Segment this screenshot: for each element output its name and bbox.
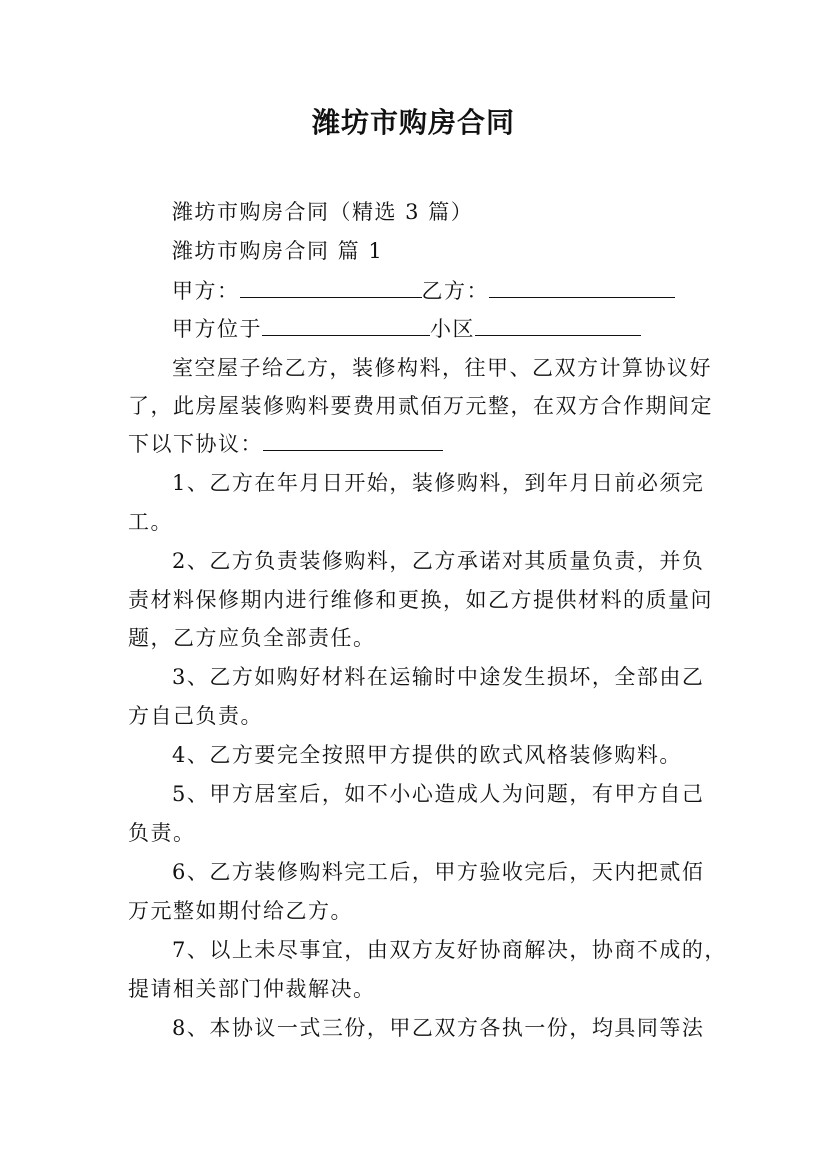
location-prefix: 甲方位于 bbox=[172, 317, 262, 341]
document-subtitle: 潍坊市购房合同（精选 3 篇） bbox=[172, 200, 474, 224]
intro-line-3 bbox=[128, 429, 443, 459]
clause-4-line-1: 4、乙方要完全按照甲方提供的欧式风格装修购料。 bbox=[172, 743, 682, 767]
clause-3-line-2: 方自己负责。 bbox=[128, 704, 263, 728]
party-b-blank bbox=[489, 277, 675, 298]
location-blank-2 bbox=[475, 315, 641, 336]
party-b-label: 乙方： bbox=[421, 279, 489, 303]
section-heading: 潍坊市购房合同 篇 1 bbox=[172, 239, 384, 263]
clause-7-line-2: 提请相关部门仲裁解决。 bbox=[128, 977, 376, 1001]
clause-1-line-1: 1、乙方在年月日开始，装修购料，到年月日前必须完 bbox=[172, 471, 705, 495]
clause-2-line-1: 2、乙方负责装修购料，乙方承诺对其质量负责，并负 bbox=[172, 549, 705, 573]
party-a-label: 甲方： bbox=[172, 279, 240, 303]
parties-line bbox=[172, 276, 675, 306]
document-title: 潍坊市购房合同 bbox=[311, 106, 515, 139]
clause-5-line-2: 负责。 bbox=[128, 821, 196, 845]
clause-7-line-1: 7、以上未尽事宜，由双方友好协商解决，协商不成的， bbox=[172, 938, 727, 962]
intro-line-2: 了，此房屋装修购料要费用贰佰万元整，在双方合作期间定 bbox=[128, 394, 713, 418]
location-mid: 小区 bbox=[430, 317, 475, 341]
intro-line-3-text: 下以下协议： bbox=[128, 432, 263, 456]
clause-3-line-1: 3、乙方如购好材料在运输时中途发生损坏，全部由乙 bbox=[172, 665, 705, 689]
clause-2-line-2: 责材料保修期内进行维修和更换，如乙方提供材料的质量问 bbox=[128, 588, 713, 612]
clause-5-line-1: 5、甲方居室后，如不小心造成人为问题，有甲方自己 bbox=[172, 782, 705, 806]
clause-8-line-1: 8、本协议一式三份，甲乙双方各执一份，均具同等法 bbox=[172, 1016, 705, 1040]
agreement-blank bbox=[263, 430, 443, 451]
clause-6-line-1: 6、乙方装修购料完工后，甲方验收完后，天内把贰佰 bbox=[172, 860, 705, 884]
location-blank-1 bbox=[262, 315, 430, 336]
clause-6-line-2: 万元整如期付给乙方。 bbox=[128, 899, 353, 923]
location-line bbox=[172, 314, 641, 344]
intro-line-1: 室空屋子给乙方，装修构料，往甲、乙双方计算协议好 bbox=[172, 356, 712, 380]
clause-1-line-2: 工。 bbox=[128, 510, 173, 534]
party-a-blank bbox=[240, 277, 422, 298]
clause-2-line-3: 题，乙方应负全部责任。 bbox=[128, 626, 376, 650]
